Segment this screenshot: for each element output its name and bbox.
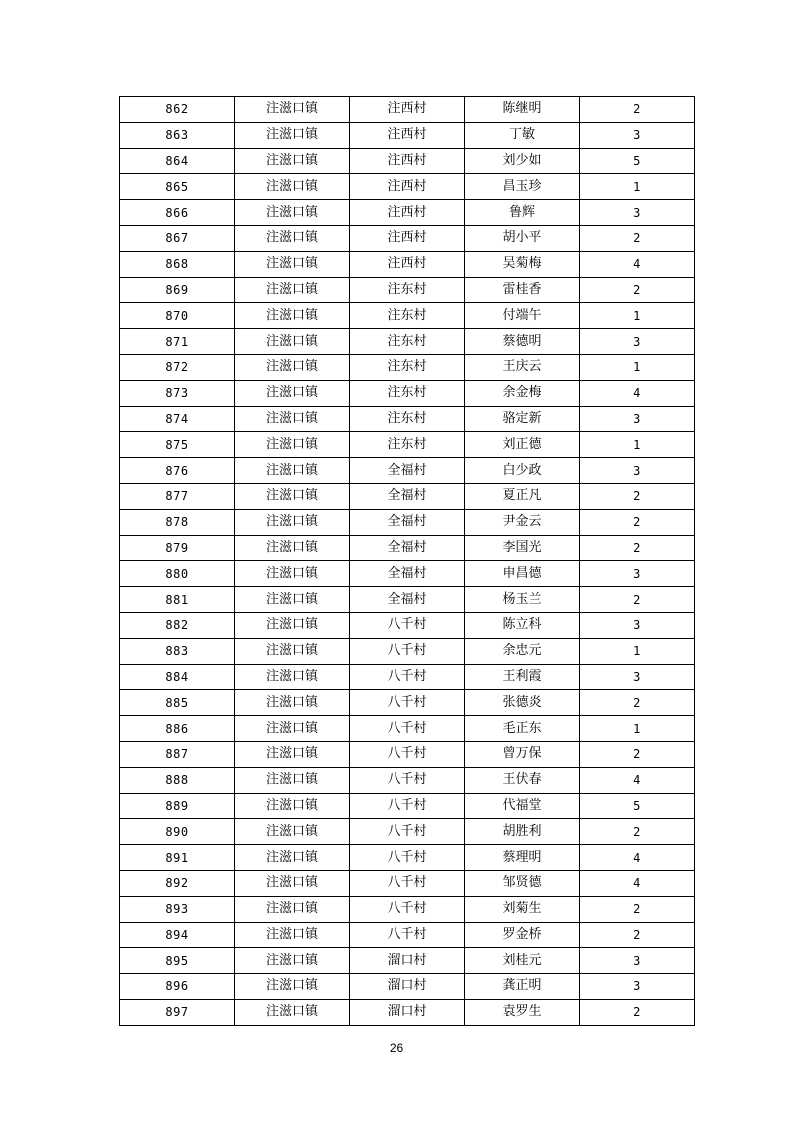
table-row <box>120 251 695 277</box>
row-number-cell: 884 <box>120 664 235 690</box>
village-cell: 溜口村 <box>350 974 465 1000</box>
name-cell: 丁敏 <box>465 122 580 148</box>
village-cell: 注西村 <box>350 174 465 200</box>
row-number-cell: 879 <box>120 535 235 561</box>
table-row <box>120 483 695 509</box>
town-cell: 注滋口镇 <box>235 819 350 845</box>
name-cell: 毛正东 <box>465 716 580 742</box>
row-number-cell: 891 <box>120 845 235 871</box>
table-row <box>120 406 695 432</box>
town-cell: 注滋口镇 <box>235 948 350 974</box>
village-cell: 八千村 <box>350 612 465 638</box>
count-cell: 2 <box>580 535 695 561</box>
village-cell: 注西村 <box>350 225 465 251</box>
town-cell: 注滋口镇 <box>235 97 350 123</box>
name-cell: 刘正德 <box>465 432 580 458</box>
row-number-cell: 885 <box>120 690 235 716</box>
village-cell: 八千村 <box>350 741 465 767</box>
town-cell: 注滋口镇 <box>235 587 350 613</box>
count-cell: 1 <box>580 716 695 742</box>
count-cell: 5 <box>580 148 695 174</box>
name-cell: 王利霞 <box>465 664 580 690</box>
table-row <box>120 432 695 458</box>
count-cell: 3 <box>580 948 695 974</box>
village-cell: 全福村 <box>350 561 465 587</box>
town-cell: 注滋口镇 <box>235 458 350 484</box>
table-row <box>120 741 695 767</box>
town-cell: 注滋口镇 <box>235 380 350 406</box>
row-number-cell: 876 <box>120 458 235 484</box>
table-row <box>120 148 695 174</box>
town-cell: 注滋口镇 <box>235 612 350 638</box>
name-cell: 陈继明 <box>465 97 580 123</box>
row-number-cell: 892 <box>120 870 235 896</box>
table-row <box>120 458 695 484</box>
count-cell: 2 <box>580 690 695 716</box>
town-cell: 注滋口镇 <box>235 483 350 509</box>
name-cell: 白少政 <box>465 458 580 484</box>
row-number-cell: 882 <box>120 612 235 638</box>
village-cell: 注西村 <box>350 200 465 226</box>
village-cell: 八千村 <box>350 793 465 819</box>
name-cell: 刘菊生 <box>465 896 580 922</box>
village-cell: 八千村 <box>350 896 465 922</box>
town-cell: 注滋口镇 <box>235 303 350 329</box>
name-cell: 蔡德明 <box>465 329 580 355</box>
village-cell: 八千村 <box>350 870 465 896</box>
town-cell: 注滋口镇 <box>235 974 350 1000</box>
name-cell: 付端午 <box>465 303 580 329</box>
table-row <box>120 561 695 587</box>
count-cell: 3 <box>580 612 695 638</box>
name-cell: 曾万保 <box>465 741 580 767</box>
town-cell: 注滋口镇 <box>235 432 350 458</box>
table-row <box>120 922 695 948</box>
table-row <box>120 845 695 871</box>
table-row <box>120 354 695 380</box>
name-cell: 杨玉兰 <box>465 587 580 613</box>
town-cell: 注滋口镇 <box>235 406 350 432</box>
count-cell: 2 <box>580 819 695 845</box>
table-row <box>120 200 695 226</box>
town-cell: 注滋口镇 <box>235 767 350 793</box>
count-cell: 2 <box>580 483 695 509</box>
table-row <box>120 896 695 922</box>
count-cell: 2 <box>580 922 695 948</box>
count-cell: 1 <box>580 303 695 329</box>
count-cell: 1 <box>580 354 695 380</box>
row-number-cell: 864 <box>120 148 235 174</box>
count-cell: 3 <box>580 664 695 690</box>
count-cell: 2 <box>580 97 695 123</box>
town-cell: 注滋口镇 <box>235 509 350 535</box>
village-cell: 注东村 <box>350 432 465 458</box>
name-cell: 张德炎 <box>465 690 580 716</box>
row-number-cell: 877 <box>120 483 235 509</box>
name-cell: 余忠元 <box>465 638 580 664</box>
table-row <box>120 664 695 690</box>
count-cell: 4 <box>580 845 695 871</box>
row-number-cell: 866 <box>120 200 235 226</box>
table-row <box>120 690 695 716</box>
name-cell: 胡小平 <box>465 225 580 251</box>
row-number-cell: 868 <box>120 251 235 277</box>
row-number-cell: 889 <box>120 793 235 819</box>
village-cell: 注西村 <box>350 251 465 277</box>
count-cell: 3 <box>580 458 695 484</box>
village-cell: 注东村 <box>350 406 465 432</box>
row-number-cell: 896 <box>120 974 235 1000</box>
town-cell: 注滋口镇 <box>235 148 350 174</box>
count-cell: 3 <box>580 561 695 587</box>
table-row <box>120 535 695 561</box>
village-cell: 八千村 <box>350 767 465 793</box>
name-cell: 刘桂元 <box>465 948 580 974</box>
village-cell: 全福村 <box>350 535 465 561</box>
name-cell: 蔡理明 <box>465 845 580 871</box>
name-cell: 代福堂 <box>465 793 580 819</box>
village-cell: 八千村 <box>350 845 465 871</box>
row-number-cell: 873 <box>120 380 235 406</box>
village-cell: 全福村 <box>350 483 465 509</box>
village-cell: 注东村 <box>350 380 465 406</box>
count-cell: 2 <box>580 896 695 922</box>
count-cell: 3 <box>580 200 695 226</box>
table-row <box>120 870 695 896</box>
town-cell: 注滋口镇 <box>235 277 350 303</box>
row-number-cell: 862 <box>120 97 235 123</box>
town-cell: 注滋口镇 <box>235 174 350 200</box>
table-row <box>120 97 695 123</box>
row-number-cell: 870 <box>120 303 235 329</box>
count-cell: 3 <box>580 974 695 1000</box>
town-cell: 注滋口镇 <box>235 716 350 742</box>
village-cell: 溜口村 <box>350 948 465 974</box>
village-cell: 溜口村 <box>350 999 465 1025</box>
count-cell: 2 <box>580 225 695 251</box>
town-cell: 注滋口镇 <box>235 329 350 355</box>
table-row <box>120 174 695 200</box>
count-cell: 4 <box>580 380 695 406</box>
row-number-cell: 887 <box>120 741 235 767</box>
town-cell: 注滋口镇 <box>235 793 350 819</box>
village-cell: 八千村 <box>350 664 465 690</box>
village-cell: 注东村 <box>350 303 465 329</box>
name-cell: 鲁辉 <box>465 200 580 226</box>
village-cell: 八千村 <box>350 638 465 664</box>
count-cell: 3 <box>580 406 695 432</box>
table-row <box>120 612 695 638</box>
row-number-cell: 886 <box>120 716 235 742</box>
village-cell: 注东村 <box>350 354 465 380</box>
table-row <box>120 587 695 613</box>
village-cell: 全福村 <box>350 458 465 484</box>
table-row <box>120 819 695 845</box>
town-cell: 注滋口镇 <box>235 741 350 767</box>
row-number-cell: 878 <box>120 509 235 535</box>
table-row <box>120 793 695 819</box>
name-cell: 邹贤德 <box>465 870 580 896</box>
count-cell: 2 <box>580 999 695 1025</box>
row-number-cell: 869 <box>120 277 235 303</box>
count-cell: 5 <box>580 793 695 819</box>
table-row <box>120 974 695 1000</box>
table-row <box>120 122 695 148</box>
town-cell: 注滋口镇 <box>235 354 350 380</box>
count-cell: 3 <box>580 329 695 355</box>
count-cell: 1 <box>580 432 695 458</box>
village-cell: 全福村 <box>350 587 465 613</box>
name-cell: 夏正凡 <box>465 483 580 509</box>
table-row <box>120 329 695 355</box>
count-cell: 4 <box>580 251 695 277</box>
town-cell: 注滋口镇 <box>235 122 350 148</box>
name-cell: 陈立科 <box>465 612 580 638</box>
name-cell: 骆定新 <box>465 406 580 432</box>
town-cell: 注滋口镇 <box>235 845 350 871</box>
count-cell: 3 <box>580 122 695 148</box>
row-number-cell: 872 <box>120 354 235 380</box>
row-number-cell: 881 <box>120 587 235 613</box>
name-cell: 罗金桥 <box>465 922 580 948</box>
village-cell: 注西村 <box>350 148 465 174</box>
roster-table <box>119 96 695 1026</box>
name-cell: 昌玉珍 <box>465 174 580 200</box>
table-row <box>120 948 695 974</box>
name-cell: 刘少如 <box>465 148 580 174</box>
village-cell: 八千村 <box>350 922 465 948</box>
row-number-cell: 888 <box>120 767 235 793</box>
row-number-cell: 897 <box>120 999 235 1025</box>
village-cell: 八千村 <box>350 716 465 742</box>
count-cell: 2 <box>580 587 695 613</box>
town-cell: 注滋口镇 <box>235 535 350 561</box>
town-cell: 注滋口镇 <box>235 225 350 251</box>
village-cell: 注西村 <box>350 97 465 123</box>
table-row <box>120 303 695 329</box>
count-cell: 2 <box>580 741 695 767</box>
table-row <box>120 380 695 406</box>
town-cell: 注滋口镇 <box>235 922 350 948</box>
table-row <box>120 999 695 1025</box>
table-row <box>120 277 695 303</box>
count-cell: 4 <box>580 767 695 793</box>
name-cell: 吴菊梅 <box>465 251 580 277</box>
count-cell: 2 <box>580 277 695 303</box>
town-cell: 注滋口镇 <box>235 664 350 690</box>
table-row <box>120 716 695 742</box>
row-number-cell: 894 <box>120 922 235 948</box>
roster-table-body <box>120 97 695 1026</box>
village-cell: 注东村 <box>350 277 465 303</box>
count-cell: 4 <box>580 870 695 896</box>
town-cell: 注滋口镇 <box>235 561 350 587</box>
name-cell: 余金梅 <box>465 380 580 406</box>
town-cell: 注滋口镇 <box>235 690 350 716</box>
village-cell: 注东村 <box>350 329 465 355</box>
name-cell: 胡胜利 <box>465 819 580 845</box>
count-cell: 1 <box>580 638 695 664</box>
row-number-cell: 893 <box>120 896 235 922</box>
name-cell: 雷桂香 <box>465 277 580 303</box>
row-number-cell: 863 <box>120 122 235 148</box>
name-cell: 尹金云 <box>465 509 580 535</box>
page-number: 26 <box>389 1041 404 1055</box>
town-cell: 注滋口镇 <box>235 251 350 277</box>
row-number-cell: 895 <box>120 948 235 974</box>
name-cell: 王庆云 <box>465 354 580 380</box>
table-row <box>120 509 695 535</box>
row-number-cell: 871 <box>120 329 235 355</box>
row-number-cell: 875 <box>120 432 235 458</box>
table-row <box>120 767 695 793</box>
name-cell: 申昌德 <box>465 561 580 587</box>
name-cell: 王伏春 <box>465 767 580 793</box>
name-cell: 龚正明 <box>465 974 580 1000</box>
count-cell: 1 <box>580 174 695 200</box>
row-number-cell: 880 <box>120 561 235 587</box>
row-number-cell: 865 <box>120 174 235 200</box>
town-cell: 注滋口镇 <box>235 896 350 922</box>
village-cell: 全福村 <box>350 509 465 535</box>
town-cell: 注滋口镇 <box>235 638 350 664</box>
row-number-cell: 890 <box>120 819 235 845</box>
village-cell: 八千村 <box>350 690 465 716</box>
name-cell: 袁罗生 <box>465 999 580 1025</box>
row-number-cell: 883 <box>120 638 235 664</box>
town-cell: 注滋口镇 <box>235 870 350 896</box>
town-cell: 注滋口镇 <box>235 200 350 226</box>
town-cell: 注滋口镇 <box>235 999 350 1025</box>
name-cell: 李国光 <box>465 535 580 561</box>
table-row <box>120 638 695 664</box>
row-number-cell: 867 <box>120 225 235 251</box>
village-cell: 注西村 <box>350 122 465 148</box>
village-cell: 八千村 <box>350 819 465 845</box>
table-row <box>120 225 695 251</box>
count-cell: 2 <box>580 509 695 535</box>
row-number-cell: 874 <box>120 406 235 432</box>
